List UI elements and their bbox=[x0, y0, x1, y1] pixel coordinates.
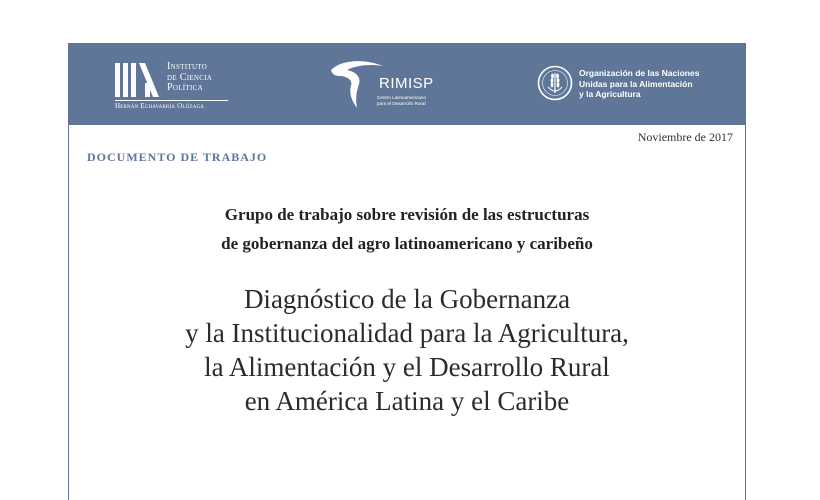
rimisp-logo bbox=[327, 58, 447, 114]
document-type-label: DOCUMENTO DE TRABAJO bbox=[87, 150, 268, 164]
subtitle-line-1: Grupo de trabajo sobre revisión de las estructuras bbox=[224, 205, 590, 224]
icp-name bbox=[167, 62, 212, 94]
icp-name-line-1: Instituto bbox=[167, 61, 208, 72]
icp-name-line-3: Política bbox=[167, 82, 203, 93]
icp-divider bbox=[115, 100, 228, 101]
title-line-2: y la Institucionalidad para la Agricultura, bbox=[185, 318, 629, 348]
title-line-3: la Alimentación y el Desarrollo Rural bbox=[204, 352, 610, 382]
rimisp-name: RIMISP bbox=[379, 75, 434, 92]
fao-name bbox=[579, 68, 699, 100]
fao-logo bbox=[537, 65, 737, 105]
rimisp-subtitle-line-1: Centro Latinoamericano bbox=[377, 95, 427, 100]
title-line-4: en América Latina y el Caribe bbox=[244, 386, 570, 416]
document-date: Noviembre de 2017 bbox=[637, 130, 733, 144]
icp-columns-icon bbox=[115, 63, 159, 97]
fao-name-line-1: Organización de las Naciones bbox=[579, 68, 700, 78]
fao-wheat-emblem-icon bbox=[537, 65, 573, 101]
icp-logo bbox=[115, 63, 235, 111]
fao-name-line-3: y la Agricultura bbox=[579, 89, 641, 99]
document-title bbox=[69, 282, 745, 418]
fao-name-line-2: Unidas para la Alimentación bbox=[579, 78, 693, 89]
rimisp-subtitle-line-2: para el Desarrollo Rural bbox=[377, 100, 426, 106]
icp-subtitle: Hernán Echavarría Olózaga bbox=[115, 102, 205, 110]
header-banner bbox=[69, 43, 745, 125]
document-page bbox=[68, 43, 746, 500]
working-group-subtitle bbox=[69, 200, 745, 258]
subtitle-line-2: de gobernanza del agro latinoamericano y caribeño bbox=[221, 234, 593, 253]
title-line-1: Diagnóstico de la Gobernanza bbox=[243, 284, 571, 314]
icp-name-line-2: de Ciencia bbox=[167, 71, 213, 83]
rimisp-subtitle bbox=[377, 95, 426, 106]
